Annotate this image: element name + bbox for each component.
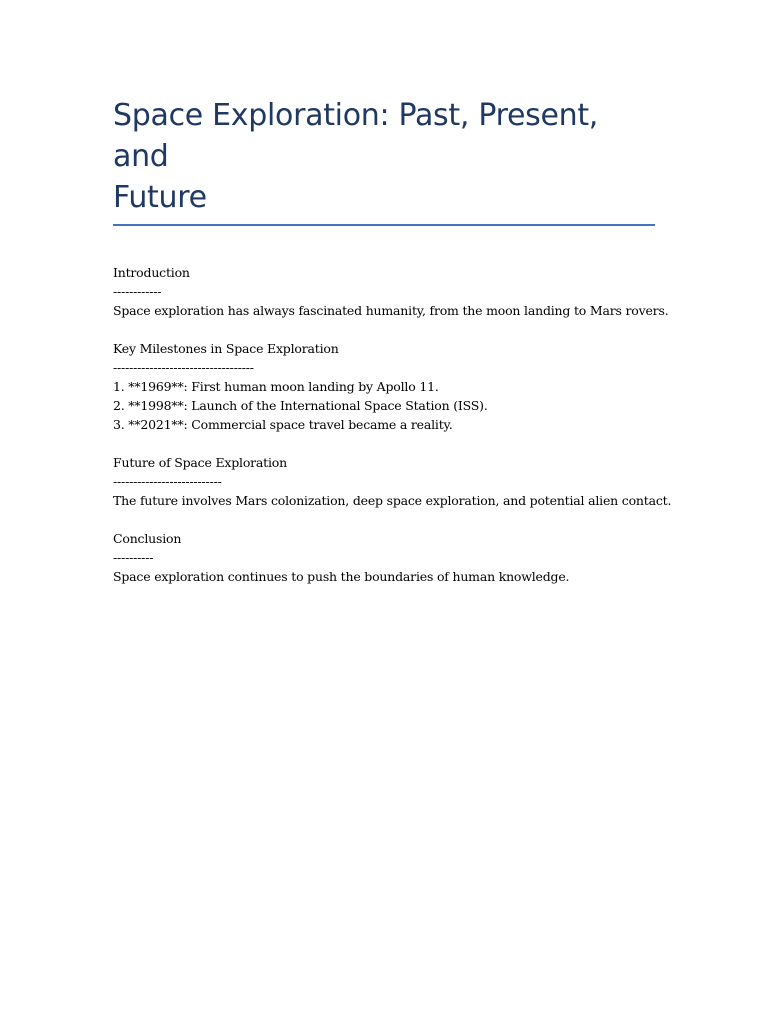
list-item: 3. **2021**: Commercial space travel became a reality. — [113, 417, 453, 432]
section-heading: Future of Space Exploration — [113, 455, 287, 470]
section-underline: ---------- — [113, 550, 154, 565]
document-title — [113, 0, 655, 218]
title-line-2: Future — [113, 180, 207, 215]
section-underline: ------------ — [113, 284, 162, 299]
section-conclusion — [113, 529, 655, 586]
section-heading: Key Milestones in Space Exploration — [113, 341, 339, 356]
document-page — [113, 0, 672, 605]
list-item: 1. **1969**: First human moon landing by Apollo 11. — [113, 379, 439, 394]
section-future — [113, 453, 672, 510]
paragraph-line: Space exploration has always fascinated humanity, from the moon landing to Mars rovers. — [113, 303, 669, 318]
section-introduction — [113, 263, 669, 320]
title-divider — [113, 224, 655, 226]
section-underline: ----------------------------------- — [113, 360, 254, 375]
section-heading: Conclusion — [113, 531, 182, 546]
section-heading: Introduction — [113, 265, 190, 280]
document-body — [113, 263, 672, 586]
section-key-milestones — [113, 339, 655, 434]
paragraph-line: Space exploration continues to push the boundaries of human knowledge. — [113, 569, 570, 584]
section-underline: --------------------------- — [113, 474, 222, 489]
paragraph-line: The future involves Mars colonization, deep space exploration, and potential alien contact. — [113, 493, 672, 508]
title-line-1: Space Exploration: Past, Present, and — [113, 98, 599, 174]
list-item: 2. **1998**: Launch of the International Space Station (ISS). — [113, 398, 488, 413]
